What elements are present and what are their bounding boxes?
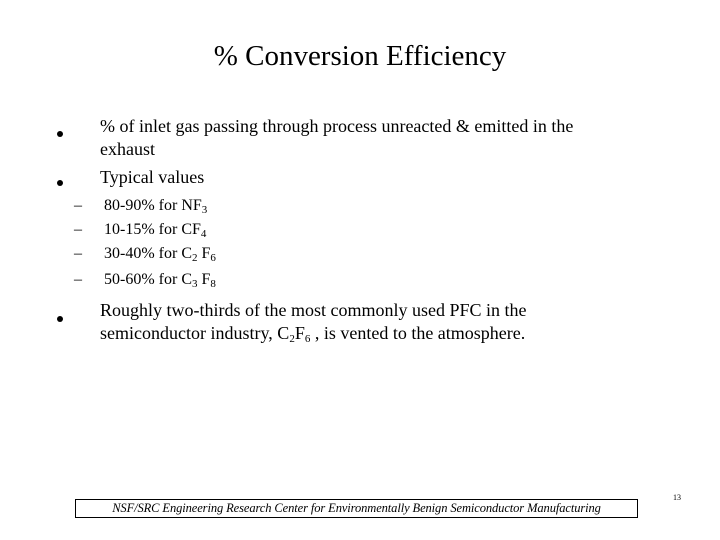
bullet-3-text-part: , is vented to the atmosphere.	[310, 323, 526, 343]
sub-bullet-c3f8	[104, 270, 216, 290]
bullet-2-line1: Typical values	[100, 167, 205, 187]
bullet-dot	[57, 131, 63, 137]
sub-bullet-dash: –	[74, 197, 82, 214]
bullet-3-text-part: semiconductor industry, C	[100, 323, 290, 343]
page-number: 13	[673, 493, 681, 502]
bullet-2-text	[100, 166, 660, 189]
sub-bullet-text: F	[197, 245, 211, 262]
bullet-3-line1: Roughly two-thirds of the most commonly used PFC in the	[100, 300, 527, 320]
sub-bullet-text: 30-40% for C	[104, 245, 192, 262]
sub-bullet-dash: –	[74, 271, 82, 288]
bullet-1-text	[100, 115, 660, 161]
slide-title: % Conversion Efficiency	[213, 40, 507, 72]
sub-bullet-dash: –	[74, 221, 82, 238]
sub-bullet-dash: –	[74, 245, 82, 262]
sub-bullet-c2f6	[104, 244, 216, 264]
subscript: 4	[200, 228, 207, 240]
subscript: 3	[191, 278, 198, 290]
sub-bullet-text: 50-60% for C	[104, 271, 192, 288]
sub-bullet-cf4	[104, 220, 206, 240]
sub-bullet-text: 10-15% for CF	[104, 221, 201, 238]
bullet-3-line2	[100, 323, 525, 343]
subscript: 8	[210, 278, 216, 290]
bullet-3-text-part: F	[294, 323, 305, 343]
subscript: 3	[201, 204, 208, 216]
sub-bullet-text: F	[197, 271, 211, 288]
subscript: 2	[289, 333, 295, 345]
sub-bullet-text: 80-90% for NF	[104, 197, 202, 214]
subscript: 2	[191, 252, 198, 264]
subscript: 6	[210, 252, 216, 264]
bullet-3-text	[100, 299, 660, 345]
bullet-1-line2: exhaust	[100, 139, 155, 159]
bullet-1-line1: % of inlet gas passing through process unreacted & emitted in the	[100, 116, 574, 136]
footer-banner: NSF/SRC Engineering Research Center for Environmentally Benign Semiconductor Manufacturing	[75, 499, 638, 518]
bullet-dot	[57, 316, 63, 322]
bullet-dot	[57, 180, 63, 186]
sub-bullet-nf3	[104, 196, 207, 216]
subscript: 6	[304, 333, 311, 345]
